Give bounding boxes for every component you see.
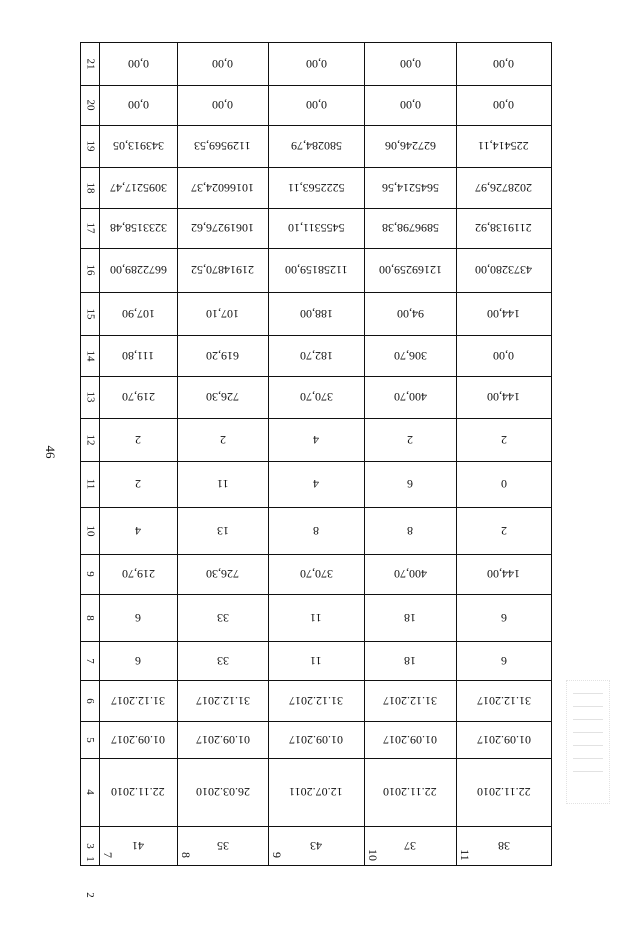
column-number-13-text: 13: [84, 391, 96, 403]
row-7-col-7: [99, 641, 177, 680]
column-number-7-text: 7: [84, 657, 96, 664]
row-8-col-19-text: 1129569,53: [194, 139, 251, 153]
row-10-col-16-text: 12169259,00: [378, 263, 442, 277]
row-8-col-12-text: 2: [219, 432, 226, 447]
row-11-col-21-text: 0,00: [493, 57, 514, 71]
row-10-col-10-text: 8: [407, 523, 413, 538]
row-8-col-20: [177, 85, 268, 125]
row-number-10-text: 10: [366, 849, 380, 861]
row-11-col-5-text: 01.09.2017: [476, 732, 531, 747]
row-11-col-4-text: 22.11.2010: [476, 785, 531, 799]
row-9-col-20: [268, 85, 364, 125]
row-11-col-10-text: 2: [500, 523, 507, 538]
row-11-col-19-text: 225414,11: [478, 139, 529, 153]
row-7-col-18: [99, 167, 177, 208]
row-9-col-11-text: 4: [313, 477, 319, 491]
row-9-col-21-text: 0,00: [305, 57, 327, 71]
row-number-8-text: 8: [179, 852, 193, 858]
row-7-col-9: [99, 554, 177, 594]
row-11-col-3-text: 38: [497, 838, 510, 853]
row-9-col-14-text: 182,70: [299, 348, 333, 363]
column-number-14-text: 14: [84, 350, 96, 361]
row-9-col-15-text: 188,00: [299, 306, 333, 321]
row-10-col-7: [364, 641, 456, 680]
row-7-col-13: [99, 376, 177, 418]
column-number-1-text: 1: [84, 856, 96, 862]
row-9-col-7-text: 11: [310, 653, 322, 668]
row-9-col-5: [268, 721, 364, 758]
row-7-col-13-text: 219,70: [121, 390, 155, 404]
column-number-4-text: 4: [84, 789, 96, 795]
row-11-col-18: [456, 167, 551, 208]
column-number-12-text: 12: [84, 434, 96, 445]
row-10-col-15: [364, 292, 456, 335]
column-number-18: [81, 167, 99, 208]
row-8-col-20-text: 0,00: [212, 98, 233, 112]
row-11-col-17-text: 2119138,92: [475, 221, 532, 235]
column-number-10-text: 10: [84, 525, 96, 536]
row-10-col-9: [364, 554, 456, 594]
column-number-19: [81, 125, 99, 167]
row-9-col-6: [268, 680, 364, 721]
row-10-col-15-text: 94,00: [396, 306, 424, 321]
row-9-col-11: [268, 461, 364, 507]
row-9-col-12: [268, 418, 364, 461]
row-7-col-4-text: 22.11.2010: [111, 785, 165, 799]
row-9-col-18: [268, 167, 364, 208]
row-9-col-6-text: 31.12.2017: [289, 693, 343, 708]
row-8-col-10: [177, 507, 268, 554]
row-8-col-18-text: 10166024,37: [191, 180, 254, 195]
row-9-col-10: [268, 507, 364, 554]
page-number: 46: [43, 445, 58, 459]
row-11-col-13: [456, 376, 551, 418]
row-7-col-3-text: 41: [132, 838, 144, 853]
row-10-col-5: [364, 721, 456, 758]
row-10-col-5-text: 01.09.2017: [383, 732, 437, 747]
column-number-16-text: 16: [84, 264, 96, 276]
row-8-col-15: [177, 292, 268, 335]
row-9-col-20-text: 0,00: [305, 98, 327, 112]
row-7-col-19: [99, 125, 177, 167]
row-10-col-14-text: 306,70: [393, 348, 427, 363]
column-number-9-text: 9: [84, 571, 96, 577]
row-9-col-21: [268, 43, 364, 85]
row-10-col-17: [364, 208, 456, 248]
row-8-col-14-text: 619,20: [206, 348, 239, 363]
column-number-5: [81, 721, 99, 758]
row-11-col-10: [456, 507, 551, 554]
column-number-7: [81, 641, 99, 680]
row-number-7-text: 7: [101, 852, 115, 858]
column-number-18-text: 18: [84, 182, 96, 193]
row-7-col-20-text: 0,00: [127, 98, 149, 112]
row-8-col-15-text: 107,10: [206, 306, 239, 321]
column-number-8: [81, 594, 99, 641]
row-7-col-14: [99, 335, 177, 376]
column-number-6-text: 6: [84, 697, 96, 704]
row-7-col-4: [99, 758, 177, 826]
row-7-col-19-text: 343913,05: [112, 139, 164, 153]
column-number-16: [81, 248, 99, 292]
row-11-col-18-text: 2028726,97: [475, 180, 532, 195]
row-9-col-15: [268, 292, 364, 335]
row-11-col-8: [456, 594, 551, 641]
row-8-col-5: [177, 721, 268, 758]
row-11-col-11: [456, 461, 551, 507]
column-number-14: [81, 335, 99, 376]
row-10-col-17-text: 5896798,38: [381, 221, 439, 235]
column-number-2-text: 2: [84, 892, 96, 898]
row-7-col-9-text: 219,70: [121, 567, 155, 581]
column-number-10: [81, 507, 99, 554]
column-number-11-text: 11: [84, 478, 96, 490]
row-9-col-4-text: 12.07.2011: [289, 785, 343, 799]
row-number-10: [366, 847, 380, 863]
row-8-col-6: [177, 680, 268, 721]
row-7-col-6: [99, 680, 177, 721]
row-8-col-11-text: 11: [216, 477, 229, 491]
row-11-col-15: [456, 292, 551, 335]
row-9-col-17: [268, 208, 364, 248]
row-7-col-5: [99, 721, 177, 758]
row-11-col-9: [456, 554, 551, 594]
column-number-17-text: 17: [84, 222, 96, 234]
faint-stamp-mark: [566, 680, 610, 804]
row-number-7: [101, 847, 115, 863]
row-9-col-9-text: 370,70: [299, 567, 333, 581]
column-number-9: [81, 554, 99, 594]
row-9-col-16: [268, 248, 364, 292]
row-9-col-7: [268, 641, 364, 680]
row-8-col-11: [177, 461, 268, 507]
row-11-col-6: [456, 680, 551, 721]
row-11-col-15-text: 144,00: [487, 306, 520, 321]
row-10-col-19-text: 627246,06: [384, 139, 436, 153]
row-8-col-13-text: 726,30: [206, 390, 239, 404]
column-number-20-text: 20: [84, 99, 96, 111]
row-10-col-20: [364, 85, 456, 125]
column-number-12: [81, 418, 99, 461]
column-number-1: [81, 853, 99, 865]
row-10-col-13: [364, 376, 456, 418]
row-8-col-9-text: 726,30: [206, 567, 239, 581]
row-7-col-15-text: 107,90: [121, 306, 155, 321]
row-9-col-4: [268, 758, 364, 826]
row-8-col-17-text: 10619276,62: [191, 221, 254, 235]
row-7-col-5-text: 01.09.2017: [111, 732, 165, 747]
row-11-col-11-text: 0: [500, 477, 507, 491]
row-7-col-10: [99, 507, 177, 554]
row-8-col-16: [177, 248, 268, 292]
row-7-col-8: [99, 594, 177, 641]
row-9-col-16-text: 11258159,00: [284, 263, 348, 277]
row-7-col-18-text: 3095217,47: [109, 180, 167, 195]
row-10-col-8: [364, 594, 456, 641]
row-11-col-14-text: 0,00: [493, 348, 514, 363]
column-number-21: [81, 43, 99, 85]
row-8-col-4: [177, 758, 268, 826]
row-9-col-10-text: 8: [313, 523, 319, 538]
row-9-col-19-text: 580284,79: [290, 139, 342, 153]
row-7-col-20: [99, 85, 177, 125]
row-7-col-14-text: 111,80: [121, 348, 155, 363]
row-10-col-8-text: 18: [404, 610, 416, 625]
row-11-col-13-text: 144,00: [487, 390, 520, 404]
column-number-6: [81, 680, 99, 721]
row-11-col-16: [456, 248, 551, 292]
column-number-3-text: 3: [84, 842, 96, 849]
row-number-11-text: 11: [458, 849, 472, 861]
row-11-col-4: [456, 758, 551, 826]
column-number-13: [81, 376, 99, 418]
row-number-9: [270, 847, 284, 863]
row-9-col-14: [268, 335, 364, 376]
row-8-col-12: [177, 418, 268, 461]
row-8-col-21-text: 0,00: [212, 57, 233, 71]
row-10-col-21-text: 0,00: [399, 57, 421, 71]
row-10-col-13-text: 400,70: [393, 390, 427, 404]
row-8-col-8: [177, 594, 268, 641]
row-7-col-6-text: 31.12.2017: [111, 693, 165, 708]
row-8-col-16-text: 21914870,52: [191, 263, 254, 277]
column-number-19-text: 19: [84, 140, 96, 152]
row-10-col-7-text: 18: [404, 653, 416, 668]
row-8-col-7: [177, 641, 268, 680]
row-8-col-17: [177, 208, 268, 248]
row-10-col-4-text: 22.11.2010: [383, 785, 437, 799]
row-10-col-10: [364, 507, 456, 554]
row-7-col-17: [99, 208, 177, 248]
row-8-col-18: [177, 167, 268, 208]
column-number-15: [81, 292, 99, 335]
row-9-col-19: [268, 125, 364, 167]
row-11-col-9-text: 144,00: [487, 567, 520, 581]
row-11-col-6-text: 31.12.2017: [476, 693, 531, 708]
column-number-11: [81, 461, 99, 507]
row-7-col-11: [99, 461, 177, 507]
row-11-col-5: [456, 721, 551, 758]
row-11-col-19: [456, 125, 551, 167]
row-8-col-13: [177, 376, 268, 418]
row-8-col-3-text: 35: [216, 838, 229, 853]
row-10-col-4: [364, 758, 456, 826]
row-11-col-20: [456, 85, 551, 125]
column-number-8-text: 8: [84, 614, 96, 621]
column-number-20: [81, 85, 99, 125]
row-10-col-18: [364, 167, 456, 208]
row-11-col-7-text: 6: [500, 653, 507, 668]
row-9-col-8: [268, 594, 364, 641]
row-8-col-4-text: 26.03.2010: [195, 785, 250, 799]
row-8-col-5-text: 01.09.2017: [195, 732, 250, 747]
row-9-col-13: [268, 376, 364, 418]
row-number-8: [179, 847, 193, 863]
row-8-col-10-text: 13: [216, 523, 229, 538]
row-7-col-16: [99, 248, 177, 292]
row-10-col-21: [364, 43, 456, 85]
row-7-col-21-text: 0,00: [127, 57, 149, 71]
row-11-col-21: [456, 43, 551, 85]
row-7-col-21: [99, 43, 177, 85]
row-7-col-12: [99, 418, 177, 461]
row-9-col-13-text: 370,70: [299, 390, 333, 404]
row-8-col-14: [177, 335, 268, 376]
row-11-col-8-text: 6: [500, 610, 507, 625]
row-7-col-7-text: 6: [135, 653, 141, 668]
row-10-col-12-text: 2: [407, 432, 413, 447]
data-table: [80, 42, 552, 898]
column-number-15-text: 15: [84, 308, 96, 319]
row-10-col-6-text: 31.12.2017: [383, 693, 437, 708]
row-9-col-9: [268, 554, 364, 594]
column-number-21-text: 21: [84, 58, 96, 70]
row-10-col-12: [364, 418, 456, 461]
column-number-4: [81, 758, 99, 826]
row-7-col-17-text: 3233158,48: [109, 221, 167, 235]
row-10-col-6: [364, 680, 456, 721]
row-9-col-18-text: 5222563,11: [287, 180, 345, 195]
row-11-col-16-text: 4373280,00: [475, 263, 532, 277]
row-8-col-21: [177, 43, 268, 85]
row-8-col-6-text: 31.12.2017: [195, 693, 250, 708]
row-9-col-12-text: 4: [313, 432, 319, 447]
row-10-col-11: [364, 461, 456, 507]
row-10-col-20-text: 0,00: [399, 98, 421, 112]
row-11-col-12: [456, 418, 551, 461]
row-8-col-7-text: 33: [216, 653, 229, 668]
row-9-col-17-text: 5455311,10: [287, 221, 345, 235]
row-11-col-20-text: 0,00: [493, 98, 514, 112]
row-10-col-14: [364, 335, 456, 376]
row-7-col-12-text: 2: [135, 432, 141, 447]
row-7-col-15: [99, 292, 177, 335]
row-10-col-18-text: 5645214,56: [381, 180, 439, 195]
row-10-col-3-text: 37: [404, 838, 416, 853]
row-10-col-11-text: 6: [407, 477, 413, 491]
row-number-9-text: 9: [270, 852, 284, 858]
row-10-col-16: [364, 248, 456, 292]
row-8-col-9: [177, 554, 268, 594]
column-number-17: [81, 208, 99, 248]
row-number-11: [458, 847, 472, 863]
row-11-col-17: [456, 208, 551, 248]
row-7-col-16-text: 6672289,00: [109, 263, 167, 277]
row-10-col-9-text: 400,70: [393, 567, 427, 581]
column-number-5-text: 5: [84, 736, 96, 743]
row-11-col-14: [456, 335, 551, 376]
row-11-col-12-text: 2: [500, 432, 507, 447]
row-9-col-8-text: 11: [310, 610, 322, 625]
row-7-col-11-text: 2: [135, 477, 141, 491]
row-9-col-5-text: 01.09.2017: [289, 732, 343, 747]
row-7-col-10-text: 4: [135, 523, 141, 538]
row-7-col-8-text: 6: [135, 610, 141, 625]
row-10-col-19: [364, 125, 456, 167]
row-8-col-8-text: 33: [216, 610, 229, 625]
row-8-col-19: [177, 125, 268, 167]
row-11-col-7: [456, 641, 551, 680]
column-number-2: [81, 865, 99, 925]
row-9-col-3-text: 43: [310, 838, 322, 853]
